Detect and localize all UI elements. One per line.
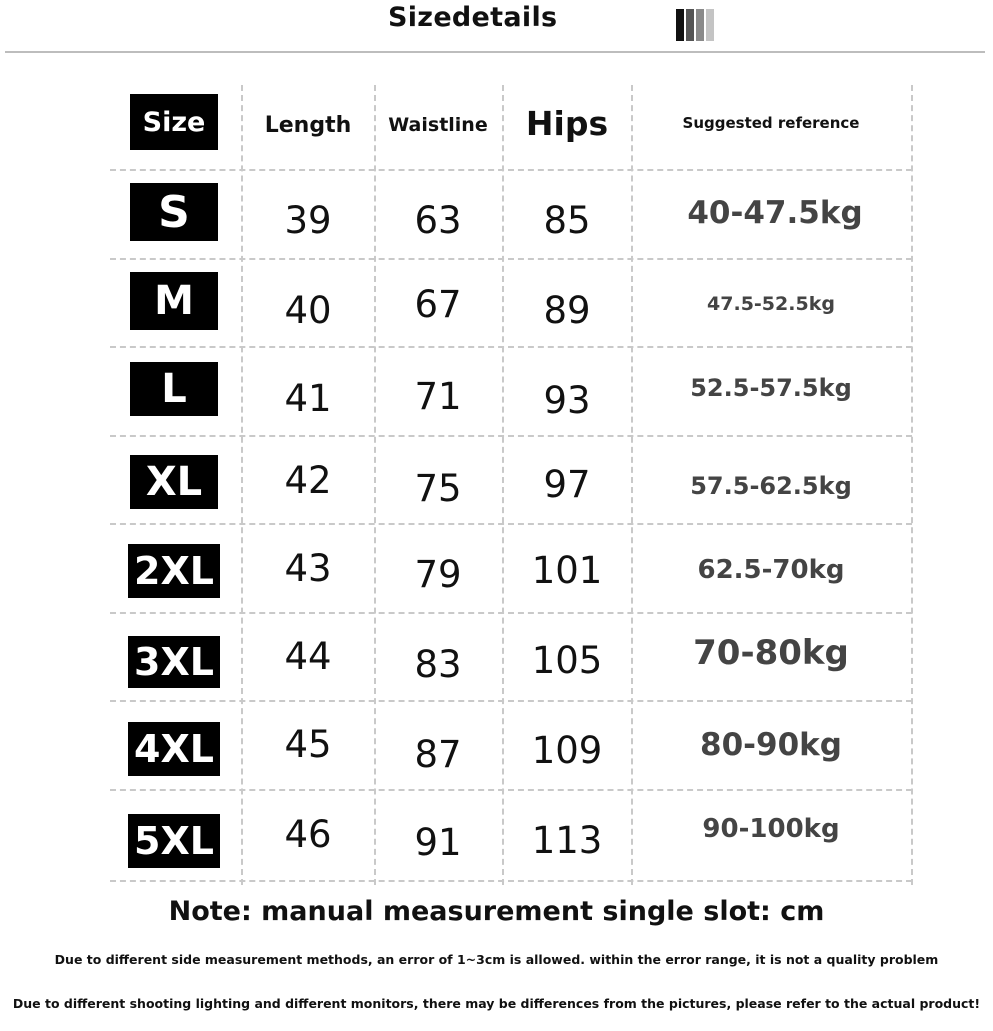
table-cell-reference: 62.5-70kg [697,555,845,585]
table-cell-reference: 57.5-62.5kg [690,472,852,500]
table-cell-waistline: 87 [414,732,462,776]
table-cell-reference: 52.5-57.5kg [690,374,852,402]
table-cell-waistline: 91 [414,820,462,864]
table-cell-length: 40 [284,288,332,332]
table-cell-hips: 93 [543,378,591,422]
table-cell-hips: 89 [543,288,591,332]
table-cell-length: 39 [284,198,332,242]
color-difference-note: Due to different shooting lighting and different monitors, there may be differences from the pictures, please refer to the actual product! [12,996,981,1011]
tolerance-note: Due to different side measurement methods, an error of 1~3cm is allowed. within the error range, it is not a quality problem [54,952,939,967]
measurement-note: Note: manual measurement single slot: cm [168,896,825,927]
table-cell-length: 46 [284,812,332,856]
table-cell-reference: 80-90kg [700,727,842,763]
table-cell-hips: 113 [531,818,603,862]
table-cell-waistline: 83 [414,642,462,686]
header-divider [5,51,985,53]
table-cell-reference: 90-100kg [702,814,840,844]
table-cell-length: 41 [284,376,332,420]
size-label-3xl: 3XL [128,636,220,688]
size-label-s: S [130,183,218,241]
table-cell-length: 44 [284,634,332,678]
table-cell-length: 43 [284,546,332,590]
size-label-xl: XL [130,455,218,509]
table-cell-hips: 85 [543,198,591,242]
bar-stripes-icon [676,9,720,41]
table-cell-reference: 47.5-52.5kg [707,293,835,315]
table-cell-hips: 105 [531,638,603,682]
column-header-size: Size [130,94,218,150]
size-label-5xl: 5XL [128,814,220,868]
column-header-waistline: Waistline [388,114,488,136]
table-cell-reference: 70-80kg [693,633,849,673]
table-cell-length: 42 [284,458,332,502]
table-cell-waistline: 71 [414,374,462,418]
table-cell-waistline: 79 [414,552,462,596]
table-cell-hips: 101 [531,548,603,592]
size-label-l: L [130,362,218,416]
table-cell-hips: 97 [543,462,591,506]
table-cell-hips: 109 [531,728,603,772]
table-cell-waistline: 67 [414,282,462,326]
page-title: Sizedetails [388,2,558,33]
size-label-4xl: 4XL [128,722,220,776]
column-header-reference: Suggested reference [682,114,860,132]
column-header-hips: Hips [525,103,609,143]
size-label-2xl: 2XL [128,544,220,598]
size-label-m: M [130,272,218,330]
column-header-length: Length [264,112,352,138]
table-cell-waistline: 63 [414,198,462,242]
table-cell-length: 45 [284,722,332,766]
table-cell-waistline: 75 [414,466,462,510]
table-cell-reference: 40-47.5kg [687,195,863,231]
